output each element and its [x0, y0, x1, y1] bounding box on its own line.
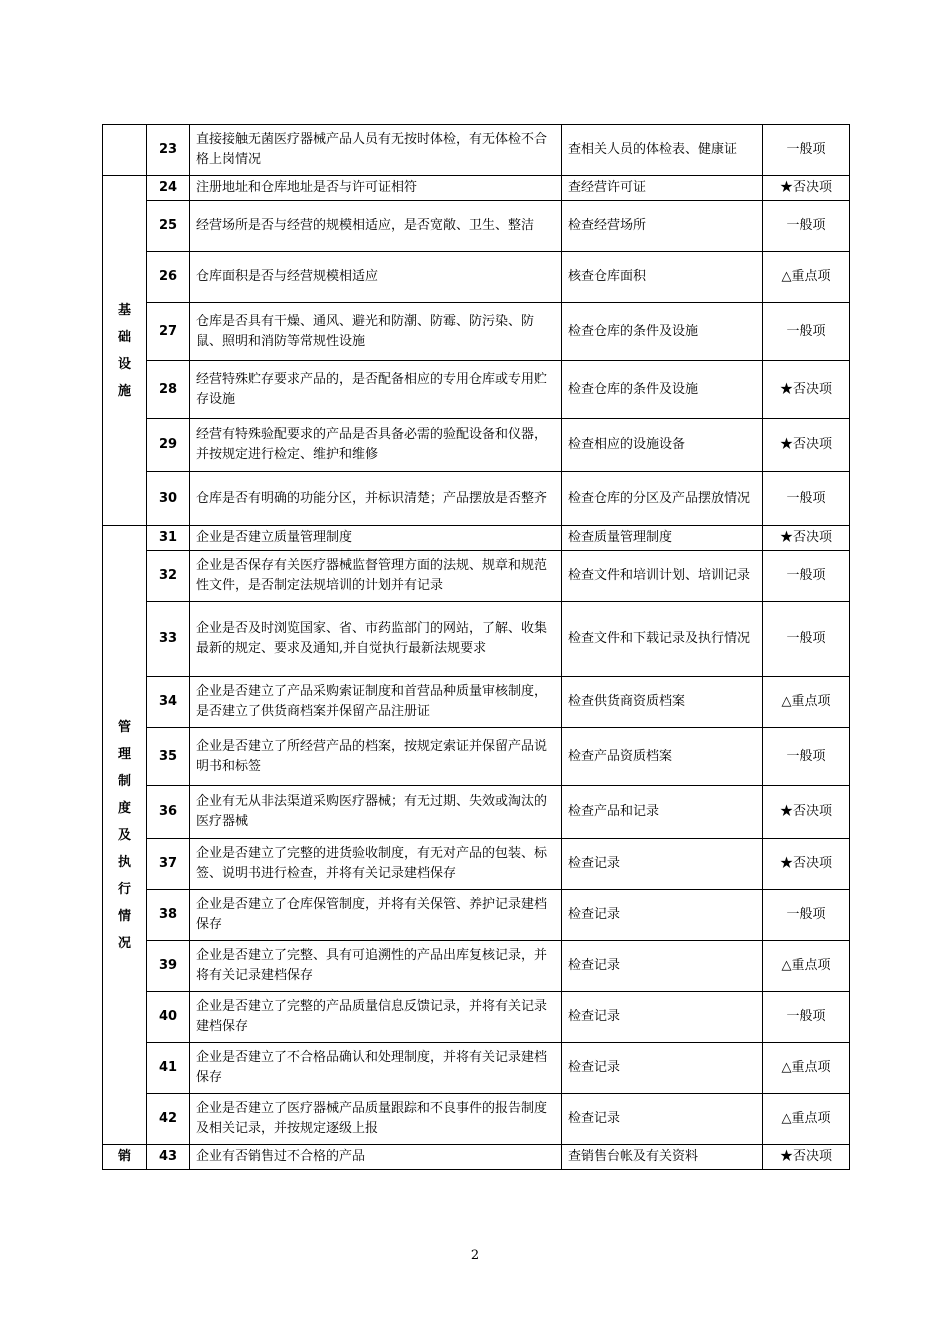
item-description: 仓库面积是否与经营规模相适应 — [190, 252, 562, 303]
check-method: 检查仓库的条件及设施 — [562, 361, 763, 419]
check-method: 查销售台帐及有关资料 — [562, 1145, 763, 1170]
item-description: 企业是否建立了完整的进货验收制度，有无对产品的包装、标签、说明书进行检查，并将有关记录建档保存 — [190, 839, 562, 890]
category-cell-empty — [103, 125, 147, 176]
item-description: 企业是否建立了医疗器械产品质量跟踪和不良事件的报告制度及相关记录，并按规定逐级上报 — [190, 1094, 562, 1145]
check-method: 查经营许可证 — [562, 176, 763, 201]
item-number: 34 — [147, 677, 190, 728]
check-method: 检查记录 — [562, 1094, 763, 1145]
item-description: 仓库是否有明确的功能分区，并标识清楚；产品摆放是否整齐 — [190, 472, 562, 526]
check-method: 检查记录 — [562, 839, 763, 890]
item-number: 23 — [147, 125, 190, 176]
page-number: 2 — [470, 1248, 480, 1263]
severity-level: 一般项 — [763, 303, 850, 361]
item-number: 40 — [147, 992, 190, 1043]
item-number: 28 — [147, 361, 190, 419]
item-number: 27 — [147, 303, 190, 361]
check-method: 检查产品资质档案 — [562, 728, 763, 786]
item-description: 企业有无从非法渠道采购医疗器械；有无过期、失效或淘汰的医疗器械 — [190, 786, 562, 839]
severity-level: ★否决项 — [763, 839, 850, 890]
check-method: 检查记录 — [562, 941, 763, 992]
category-label: 销 — [117, 1149, 131, 1164]
table-row — [103, 1043, 850, 1094]
table-row — [103, 786, 850, 839]
item-description: 直接接触无菌医疗器械产品人员有无按时体检，有无体检不合格上岗情况 — [190, 125, 562, 176]
severity-level: ★否决项 — [763, 361, 850, 419]
severity-level: △重点项 — [763, 252, 850, 303]
table-row — [103, 1145, 850, 1170]
severity-level: 一般项 — [763, 201, 850, 252]
table-row — [103, 303, 850, 361]
category-sales — [103, 1145, 147, 1170]
table-row — [103, 1094, 850, 1145]
item-number: 38 — [147, 890, 190, 941]
check-method: 检查产品和记录 — [562, 786, 763, 839]
item-description: 企业是否建立了产品采购索证制度和首营品种质量审核制度，是否建立了供货商档案并保留产品注册证 — [190, 677, 562, 728]
table-row — [103, 728, 850, 786]
severity-level: 一般项 — [763, 602, 850, 677]
item-number: 37 — [147, 839, 190, 890]
severity-level: 一般项 — [763, 472, 850, 526]
item-description: 企业是否建立了完整、具有可追溯性的产品出库复核记录，并将有关记录建档保存 — [190, 941, 562, 992]
item-description: 经营场所是否与经营的规模相适应，是否宽敞、卫生、整洁 — [190, 201, 562, 252]
check-method: 检查供货商资质档案 — [562, 677, 763, 728]
check-method: 检查仓库的条件及设施 — [562, 303, 763, 361]
item-description: 经营特殊贮存要求产品的，是否配备相应的专用仓库或专用贮存设施 — [190, 361, 562, 419]
item-number: 24 — [147, 176, 190, 201]
inspection-checklist-table — [102, 124, 850, 1170]
table-row — [103, 890, 850, 941]
check-method: 查相关人员的体检表、健康证 — [562, 125, 763, 176]
check-method: 检查记录 — [562, 890, 763, 941]
check-method: 核查仓库面积 — [562, 252, 763, 303]
severity-level: 一般项 — [763, 728, 850, 786]
check-method: 检查记录 — [562, 992, 763, 1043]
severity-level: ★否决项 — [763, 176, 850, 201]
table-row — [103, 839, 850, 890]
item-number: 31 — [147, 526, 190, 551]
item-description: 注册地址和仓库地址是否与许可证相符 — [190, 176, 562, 201]
category-label: 管理制度及执行情况 — [117, 719, 131, 951]
check-method: 检查记录 — [562, 1043, 763, 1094]
item-description: 仓库是否具有干燥、通风、避光和防潮、防霉、防污染、防鼠、照明和消防等常规性设施 — [190, 303, 562, 361]
category-management — [103, 526, 147, 1145]
severity-level: △重点项 — [763, 677, 850, 728]
item-number: 43 — [147, 1145, 190, 1170]
table-row — [103, 941, 850, 992]
item-number: 33 — [147, 602, 190, 677]
item-description: 企业是否及时浏览国家、省、市药监部门的网站，了解、收集最新的规定、要求及通知,并自觉执行最新法规要求 — [190, 602, 562, 677]
severity-level: 一般项 — [763, 125, 850, 176]
category-facilities — [103, 176, 147, 526]
check-method: 检查文件和下载记录及执行情况 — [562, 602, 763, 677]
item-description: 企业是否保存有关医疗器械监督管理方面的法规、规章和规范性文件，是否制定法规培训的计划并有记录 — [190, 551, 562, 602]
severity-level: 一般项 — [763, 992, 850, 1043]
severity-level: △重点项 — [763, 941, 850, 992]
table-row — [103, 472, 850, 526]
category-label: 基础设施 — [117, 302, 131, 399]
severity-level: ★否决项 — [763, 526, 850, 551]
item-description: 企业是否建立质量管理制度 — [190, 526, 562, 551]
severity-level: △重点项 — [763, 1043, 850, 1094]
severity-level: ★否决项 — [763, 1145, 850, 1170]
item-description: 经营有特殊验配要求的产品是否具备必需的验配设备和仪器，并按规定进行检定、维护和维修 — [190, 419, 562, 472]
item-number: 26 — [147, 252, 190, 303]
item-description: 企业是否建立了仓库保管制度，并将有关保管、养护记录建档保存 — [190, 890, 562, 941]
item-number: 29 — [147, 419, 190, 472]
check-method: 检查仓库的分区及产品摆放情况 — [562, 472, 763, 526]
item-number: 42 — [147, 1094, 190, 1145]
check-method: 检查经营场所 — [562, 201, 763, 252]
severity-level: 一般项 — [763, 551, 850, 602]
item-description: 企业是否建立了不合格品确认和处理制度，并将有关记录建档保存 — [190, 1043, 562, 1094]
item-number: 32 — [147, 551, 190, 602]
item-number: 39 — [147, 941, 190, 992]
table-row — [103, 419, 850, 472]
table-row — [103, 992, 850, 1043]
check-method: 检查文件和培训计划、培训记录 — [562, 551, 763, 602]
item-number: 36 — [147, 786, 190, 839]
table-row — [103, 201, 850, 252]
severity-level: ★否决项 — [763, 419, 850, 472]
item-number: 41 — [147, 1043, 190, 1094]
table-row — [103, 125, 850, 176]
item-description: 企业是否建立了完整的产品质量信息反馈记录，并将有关记录建档保存 — [190, 992, 562, 1043]
table-row — [103, 677, 850, 728]
table-row — [103, 361, 850, 419]
item-number: 30 — [147, 472, 190, 526]
table-row — [103, 176, 850, 201]
table-row — [103, 551, 850, 602]
item-description: 企业是否建立了所经营产品的档案，按规定索证并保留产品说明书和标签 — [190, 728, 562, 786]
item-description: 企业有否销售过不合格的产品 — [190, 1145, 562, 1170]
severity-level: ★否决项 — [763, 786, 850, 839]
check-method: 检查质量管理制度 — [562, 526, 763, 551]
severity-level: 一般项 — [763, 890, 850, 941]
check-method: 检查相应的设施设备 — [562, 419, 763, 472]
table-row — [103, 252, 850, 303]
item-number: 35 — [147, 728, 190, 786]
severity-level: △重点项 — [763, 1094, 850, 1145]
table-row — [103, 602, 850, 677]
item-number: 25 — [147, 201, 190, 252]
table-row — [103, 526, 850, 551]
